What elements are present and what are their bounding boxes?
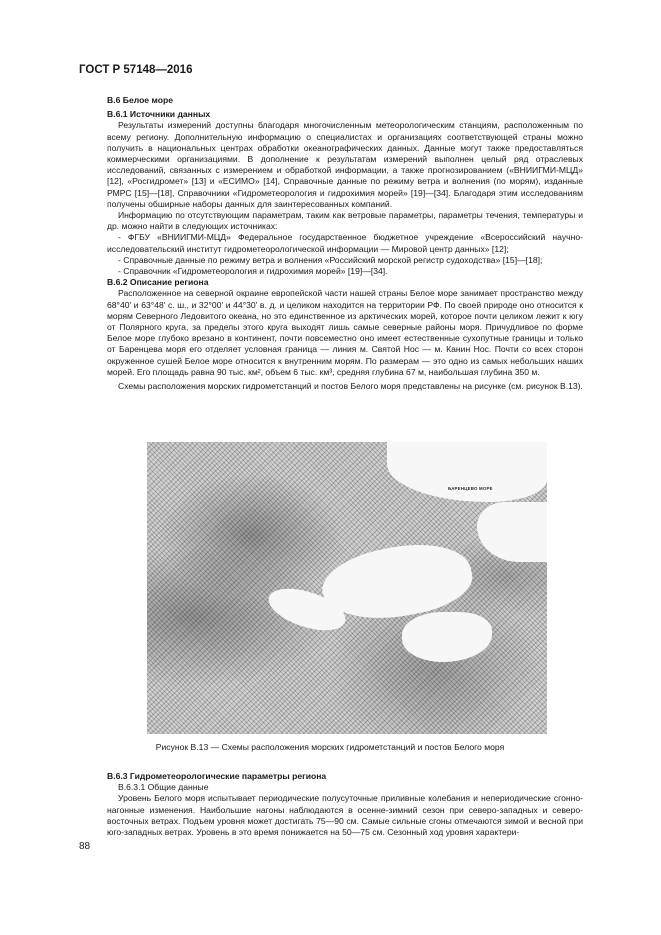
- figure-caption: Рисунок В.13 — Схемы расположения морских гидрометстанций и постов Белого моря: [155, 742, 505, 752]
- document-code: ГОСТ Р 57148—2016: [79, 64, 193, 76]
- paragraph-sources-missing: Информацию по отсутствующим параметрам, таким как ветровые параметры, параметры течения, температуры и др. можно найти в следующих источниках:: [107, 210, 583, 232]
- list-item-vniigmi: - ФГБУ «ВНИИГМИ-МЦД» Федеральное государственное бюджетное учреждение «Всероссийский научно-исследовательский институт гидрометеорологической информации — Мировой центр данных» [12];: [107, 232, 583, 254]
- list-item-handbook: - Справочник «Гидрометеорология и гидрохимия морей» [19]—[34].: [118, 266, 388, 277]
- paragraph-sea-level: Уровень Белого моря испытывает периодические полусуточные приливные колебания и непериодические сгонно-нагонные изменения. Наибольшие нагоны наблюдаются в осенне-зимний сезон при северо-западных и северо-восточных ветрах. Подъем уровня может достигать 75—90 см. Самые сильные сгоны отмечаются зимой и весной при юго-западных ветрах. Уровень в это время понижается на 50—75 см. Сезонный ход уровня характери-: [107, 793, 583, 838]
- paragraph-sources-intro: Результаты измерений доступны благодаря многочисленным метеорологическим станциям, расположенным по всему региону. Дополнительную информацию о специалистах и организациях соответствующей страны можно получить в национальных центрах обработки океанографических данных. Данные могут также предоставляться коммерческими организациями. В дополнение к результатам измерений выполнен целый ряд отраслевых исследований, связанных с измерением и обработкой информации, а также прогнозированием («ВНИИГМИ-МЦД» [12], «Росгидромет» [13] и «ЕСИМО» [14], Справочные данные по режиму ветра и волнения (по морям), изданные РМРС [15]—[18], Справочники «Гидрометеорология и гидрохимия морей» [19]—[34]. Благодаря этим исследованиям получены обширные наборы данных для заинтересованных компаний.: [107, 120, 583, 209]
- map-sea-funnel: [477, 502, 547, 562]
- section-text-top: [107, 95, 583, 392]
- section-b631-title: В.6.3.1 Общие данные: [118, 782, 209, 793]
- map-sea-north: [387, 442, 547, 502]
- paragraph-figure-reference: Схемы расположения морских гидрометстанций и постов Белого моря представлены на рисунке (см. рисунок В.13).: [118, 381, 583, 392]
- map-sea-dvina-bay: [402, 612, 492, 662]
- section-b6-title: В.6 Белое море: [107, 95, 174, 105]
- page-number: 88: [79, 841, 91, 852]
- white-sea-map-image: [147, 442, 547, 734]
- list-item-rmrs: - Справочные данные по режиму ветра и волнения «Российский морской регистр судоходства» [15]—[18];: [118, 254, 543, 265]
- section-text-bottom: [107, 771, 583, 838]
- section-b62-title: В.6.2 Описание региона: [107, 277, 209, 288]
- paragraph-region-description: Расположенное на северной окраине европейской части нашей страны Белое море занимает пространство между 68°40' и 63°48' с. ш., и 32°00' и 44°30' в. д. и целиком находится на территории РФ. По своей природе оно относится к морям Северного Ледовитого океана, но это единственное из арктических морей, которое почти целиком лежит к югу от Полярного круга, за пределы этого круга выходят лишь самые северные районы моря. Причудливое по форме Белое море глубоко врезано в континент, почти повсеместно оно имеет естественные сухопутные границы и только от Баренцева моря его отделяет условная граница — линия м. Святой Нос — м. Канин Нос. Почти со всех сторон окруженное сушей Белое море относится к внутренним морям. По размерам — это одно из самых небольших наших морей. Его площадь равна 90 тыс. км², объем 6 тыс. км³, средняя глубина 67 м, наибольшая глубина 350 м.: [107, 288, 583, 377]
- section-b63-title: В.6.3 Гидрометеорологические параметры региона: [107, 771, 327, 781]
- map-label-barents-sea: БАРЕНЦЕВО МОРЕ: [448, 486, 493, 491]
- section-b61-title: В.6.1 Источники данных: [107, 109, 211, 120]
